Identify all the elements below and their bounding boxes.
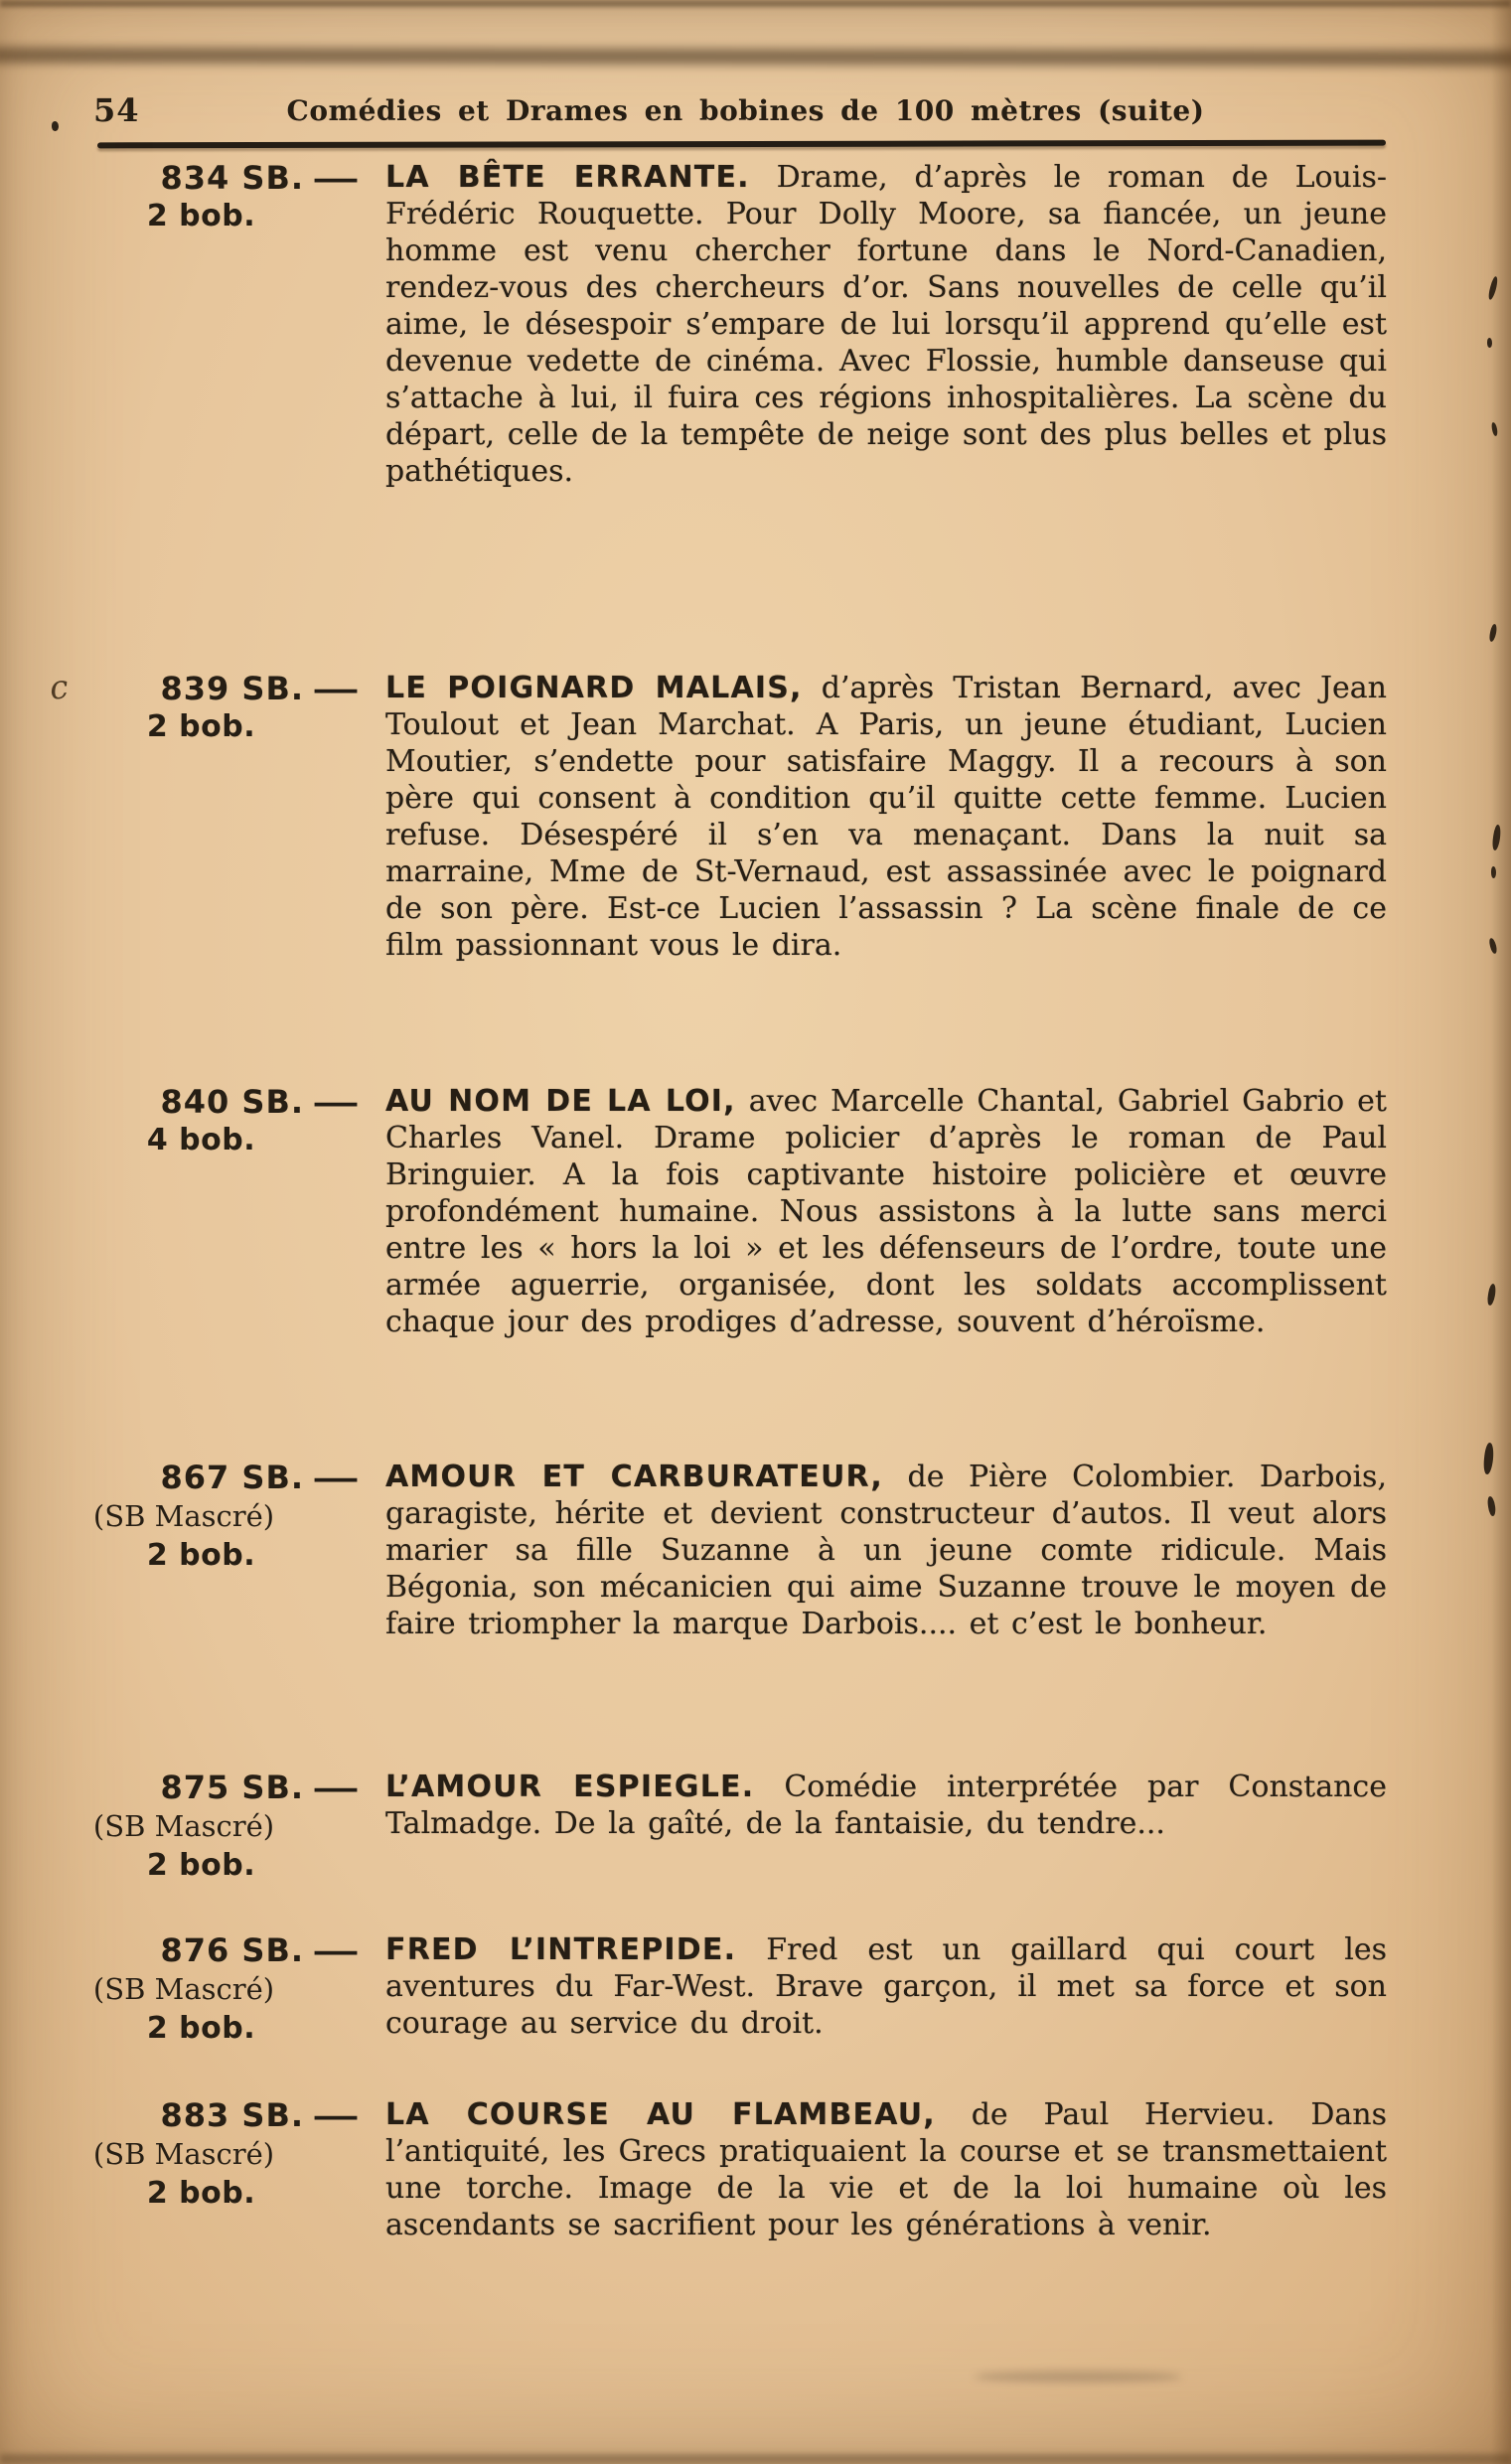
entry-dash: — — [312, 1459, 360, 1496]
entry-text — [385, 670, 1387, 964]
scan-shadow-band — [0, 47, 1511, 66]
entry-series-note: (SB Mascré) — [92, 1809, 275, 1843]
film-title: L’AMOUR ESPIEGLE. — [385, 1770, 755, 1804]
entry-dash: — — [312, 1931, 360, 1969]
page-number: 54 — [93, 91, 140, 129]
entry-series-note: (SB Mascré) — [92, 1499, 275, 1533]
film-synopsis: d’après Tristan Bernard, avec Jean Toulout et Jean Marchat. A Paris, un jeune étudiant, Lucien Moutier, s’endette pour satisfaire Maggy. Il a recours à son père qui consent à condition qu’il quitte cette femme. Lucien refuse. Désespéré il s’en va menaçant. Dans la nuit sa marraine, Mme de St-Vernaud, est assassinée avec le poignard de son père. Est-ce Lucien l’assassin ? La scène finale de ce film passionnant vous le dira. — [385, 671, 1387, 963]
header-rule — [97, 140, 1386, 149]
film-title: AMOUR ET CARBURATEUR, — [385, 1460, 883, 1494]
film-synopsis: de Pière Colombier. Darbois, garagiste, hérite et devient constructeur d’autos. Il veut alors marier sa fille Suzanne à un jeune comte ridicule. Mais Bégonia, son mécanicien qui aime Suzanne trouve le moyen de faire triompher la marque Darbois.... et c’est le bonheur. — [385, 1460, 1387, 1641]
entry-dash: — — [312, 159, 360, 197]
film-credit: de Paul Hervieu. — [971, 2097, 1276, 2132]
entry-dash: — — [312, 670, 360, 707]
entry-number-column — [94, 159, 308, 236]
entry-number-column — [94, 1083, 308, 1160]
entry-code: 840 SB. — [160, 1083, 304, 1121]
ink-speck — [1491, 866, 1496, 878]
entry-code: 839 SB. — [160, 670, 304, 707]
entry-text — [385, 1459, 1387, 1642]
entry-number-column — [94, 1769, 308, 1886]
film-synopsis: Fred est un gaillard qui court les aventures du Far-West. Brave garçon, il met sa force et son courage au service du droit. — [385, 1932, 1387, 2041]
film-title: LA COURSE AU FLAMBEAU, — [385, 2097, 936, 2132]
entry-text — [385, 1083, 1387, 1340]
film-title: AU NOM DE LA LOI, — [385, 1084, 736, 1119]
entry-reel-count: 2 bob. — [146, 709, 256, 744]
entry-reel-count: 2 bob. — [146, 2011, 256, 2046]
entry-code: 875 SB. — [160, 1769, 304, 1806]
entry-code: 867 SB. — [160, 1459, 304, 1496]
entry-series-note: (SB Mascré) — [92, 2137, 275, 2171]
entry-dash: — — [312, 1769, 360, 1806]
entry-text — [385, 1769, 1387, 1842]
film-title: FRED L’INTREPIDE. — [385, 1932, 737, 1967]
film-synopsis: Drame, d’après le roman de Louis-Frédéric Rouquette. Pour Dolly Moore, sa fiancée, un jeune homme est venu chercher fortune dans le Nord-Canadien, rendez-vous des chercheurs d’or. Sans nouvelles de celle qu’il aime, le désespoir s’empare de lui lorsqu’il apprend qu’elle est devenue vedette de cinéma. Avec Flossie, humble danseuse qui s’attache à lui, il fuira ces régions inhospitalières. La scène du départ, celle de la tempête de neige sont des plus belles et plus pathétiques. — [385, 160, 1387, 489]
entry-number-column — [94, 2096, 308, 2214]
film-synopsis: Comédie interprétée par Constance Talmadge. De la gaîté, de la fantaisie, du tendre... — [385, 1770, 1387, 1841]
entry-text — [385, 1931, 1387, 2042]
entry-text — [385, 159, 1387, 490]
entry-dash: — — [312, 1083, 360, 1121]
entry-number-column — [94, 670, 308, 747]
entry-code: 834 SB. — [160, 159, 304, 197]
entry-reel-count: 4 bob. — [146, 1123, 256, 1157]
film-synopsis: avec Marcelle Chantal, Gabriel Gabrio et Charles Vanel. Drame policier d’après le roman de Paul Bringuier. A la fois captivante histoire policière et œuvre profondément humaine. Nous assistons à la lutte sans merci entre les « hors la loi » et les défenseurs de l’ordre, toute une armée aguerrie, organisée, dont les soldats accomplissent chaque jour des prodiges d’adresse, souvent d’héroïsme. — [385, 1084, 1387, 1339]
entry-number-column — [94, 1931, 308, 2049]
ink-speck — [1487, 338, 1492, 348]
entry-series-note: (SB Mascré) — [92, 1972, 275, 2006]
entry-reel-count: 2 bob. — [146, 199, 256, 233]
entry-number-column — [94, 1459, 308, 1576]
entry-reel-count: 2 bob. — [146, 2176, 256, 2211]
film-title: LE POIGNARD MALAIS, — [385, 671, 803, 705]
film-title: LA BÊTE ERRANTE. — [385, 160, 750, 195]
ink-speck — [52, 121, 59, 131]
entry-reel-count: 2 bob. — [146, 1538, 256, 1573]
scan-smudge — [974, 2371, 1182, 2383]
entry-code: 876 SB. — [160, 1931, 304, 1969]
film-synopsis: Dans l’antiquité, les Grecs pratiquaient la course et se transmettaient une torche. Image de la vie et de la loi humaine où les ascendants se sacrifient pour les générations à venir. — [385, 2097, 1387, 2242]
entry-code: 883 SB. — [160, 2096, 304, 2134]
scan-edge-bottom — [0, 2454, 1511, 2464]
entry-text — [385, 2096, 1387, 2243]
entry-reel-count: 2 bob. — [146, 1848, 256, 1883]
entry-dash: — — [312, 2096, 360, 2134]
scan-edge-right — [1491, 0, 1511, 2464]
page-header: Comédies et Drames en bobines de 100 mètres (suite) — [286, 94, 1205, 127]
handwritten-margin-note: c — [48, 667, 71, 707]
scan-edge-top — [0, 0, 1511, 7]
